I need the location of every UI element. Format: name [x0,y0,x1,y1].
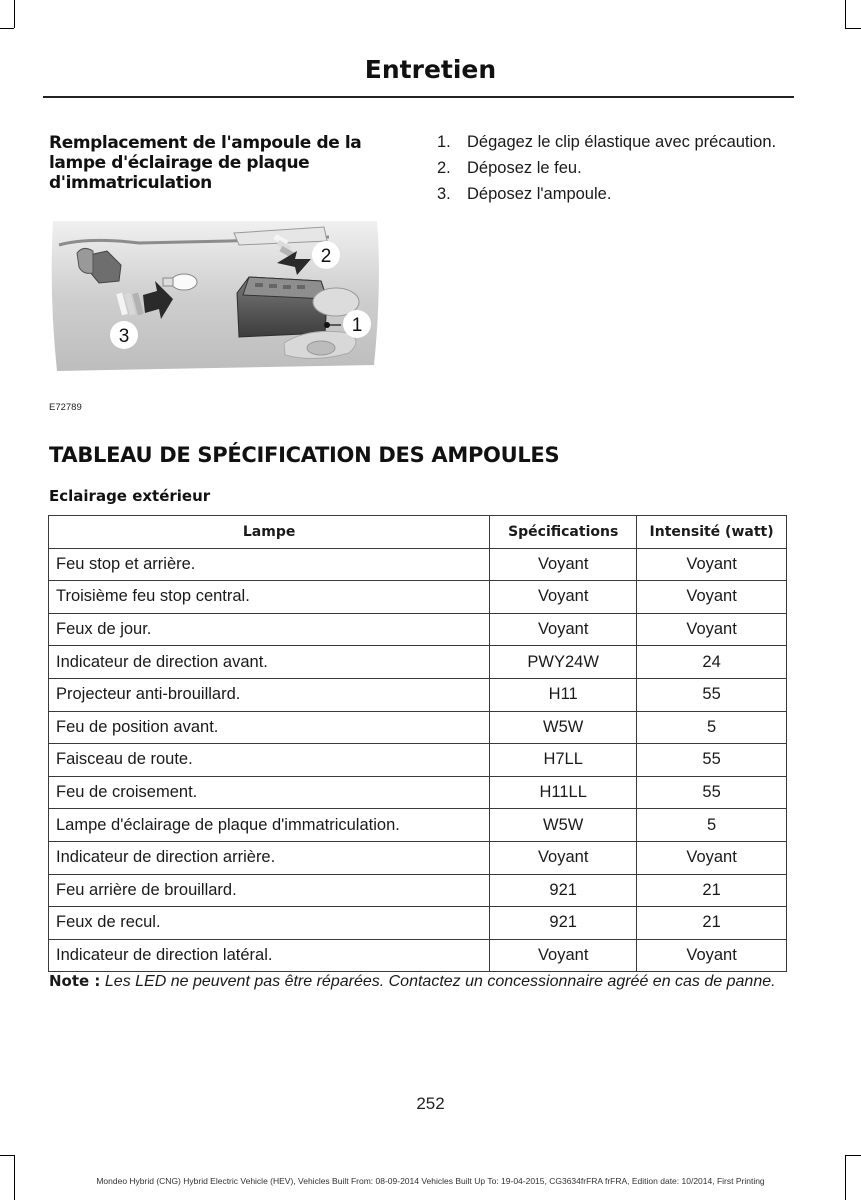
lamp-cell: Indicateur de direction avant. [49,646,490,679]
spec-cell: Voyant [490,939,637,972]
crop-mark [845,28,861,29]
step-item [437,159,797,178]
spec-cell: H11 [490,678,637,711]
wattage-cell: Voyant [637,613,787,646]
step-text: Déposez l'ampoule. [467,185,612,203]
note-text: Les LED ne peuvent pas être réparées. Contactez un concessionnaire agréé en cas de panne. [104,973,776,990]
step-item [437,133,797,152]
spec-cell: Voyant [490,581,637,614]
wattage-cell: Voyant [637,548,787,581]
spec-cell: 921 [490,907,637,940]
wattage-cell: 55 [637,744,787,777]
crop-mark [0,28,14,29]
wattage-cell: 55 [637,678,787,711]
section-heading: Remplacement de l'ampoule de la lampe d'éclairage de plaque d'immatriculation [49,133,362,193]
bulb-spec-table [48,515,787,972]
spec-cell: H11LL [490,776,637,809]
column-header: Lampe [49,516,490,549]
column-header: Spécifications [490,516,637,549]
spec-cell: H7LL [490,744,637,777]
bulb [171,274,197,290]
step-number: 1. [437,133,451,151]
lamp-cell: Feux de recul. [49,907,490,940]
wattage-cell: 5 [637,809,787,842]
table-section-title: TABLEAU DE SPÉCIFICATION DES AMPOULES [49,443,560,467]
lamp-cell: Feu arrière de brouillard. [49,874,490,907]
spec-cell: W5W [490,711,637,744]
table-row [49,776,787,809]
bulb-replacement-illustration [49,215,382,375]
page-number: 252 [416,1094,445,1113]
callout-1 [343,310,371,338]
figure-code: E72789 [49,402,82,413]
table-row [49,809,787,842]
wattage-cell: 21 [637,907,787,940]
spec-cell: 921 [490,874,637,907]
lamp-cell: Faisceau de route. [49,744,490,777]
lamp-cell: Feux de jour. [49,613,490,646]
wattage-cell: Voyant [637,841,787,874]
lamp-cell: Feu de croisement. [49,776,490,809]
step-text: Déposez le feu. [467,159,582,177]
wattage-cell: Voyant [637,581,787,614]
column-header: Intensité (watt) [637,516,787,549]
spec-cell: Voyant [490,841,637,874]
lamp-cell: Feu stop et arrière. [49,548,490,581]
crop-mark [845,1155,861,1156]
table-row [49,548,787,581]
table-row [49,874,787,907]
spec-cell: PWY24W [490,646,637,679]
crop-mark [845,0,846,28]
table-subtitle: Eclairage extérieur [49,487,211,505]
spec-cell: Voyant [490,548,637,581]
header-divider [43,96,794,98]
table-row [49,646,787,679]
table-row [49,744,787,777]
lamp-cell: Indicateur de direction latéral. [49,939,490,972]
spec-cell: W5W [490,809,637,842]
step-text: Dégagez le clip élastique avec précaution. [467,133,777,151]
wattage-cell: Voyant [637,939,787,972]
table-row [49,711,787,744]
lamp-cell: Indicateur de direction arrière. [49,841,490,874]
lamp-cell: Projecteur anti-brouillard. [49,678,490,711]
lamp-cell: Troisième feu stop central. [49,581,490,614]
step-item [437,185,797,204]
crop-mark [0,1155,14,1156]
callout-label: 1 [351,315,363,336]
step-number: 2. [437,159,451,177]
wattage-cell: 24 [637,646,787,679]
lamp-cell: Feu de position avant. [49,711,490,744]
callout-2 [312,241,340,269]
instruction-steps [437,133,797,211]
table-row [49,613,787,646]
wattage-cell: 21 [637,874,787,907]
callout-label: 3 [118,326,130,347]
table-row [49,939,787,972]
table-header-row [49,516,787,549]
note-paragraph [49,972,794,991]
wattage-cell: 55 [637,776,787,809]
crop-mark [14,0,15,28]
table-row [49,678,787,711]
step-number: 3. [437,185,451,203]
wattage-cell: 5 [637,711,787,744]
table-row [49,581,787,614]
callout-3 [110,321,138,349]
table-row [49,841,787,874]
callout-label: 2 [320,246,332,267]
lamp-cell: Lampe d'éclairage de plaque d'immatriculation. [49,809,490,842]
footer-text: Mondeo Hybrid (CNG) Hybrid Electric Vehicle (HEV), Vehicles Built From: 08-09-2014 Vehicles Built Up To: 19-04-2015, CG3634frFRA frFRA, Edition date: 10/2014, First Printing [96,1176,765,1186]
table-row [49,907,787,940]
note-label: Note : [49,972,101,990]
spec-cell: Voyant [490,613,637,646]
page-title: Entretien [364,55,497,84]
